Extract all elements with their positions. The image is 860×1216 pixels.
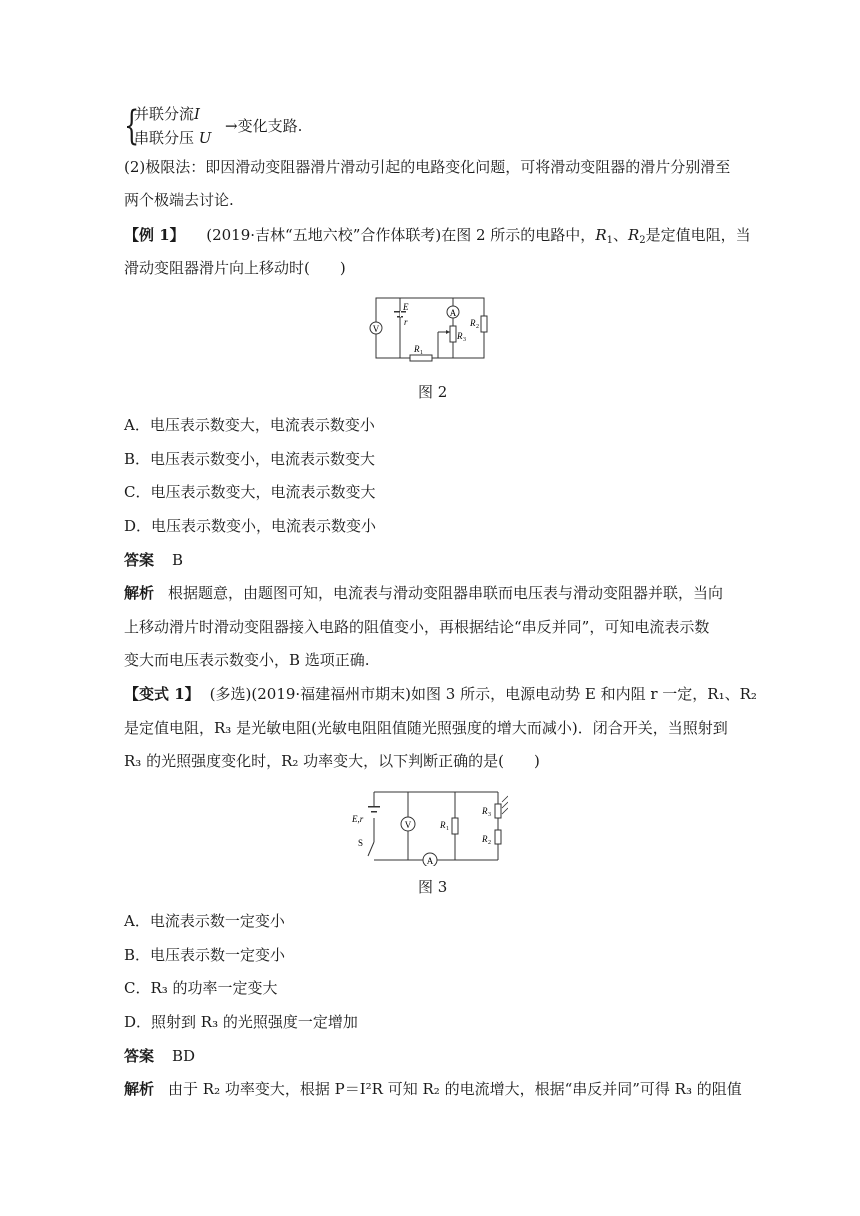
figure-3-caption: 图 3 [418, 878, 448, 896]
fig2-r1-label: R [414, 344, 420, 354]
fig2-r2-label: R [470, 318, 476, 328]
example1-option-d: D．电压表示数变小，电流表示数变小 [124, 517, 377, 535]
variant1-tag: 【变式 1】 [124, 685, 200, 703]
variant1-answer: 答案 BD [124, 1047, 196, 1065]
fig2-ammeter-label: A [449, 308, 457, 318]
variant1-stem-line-1: 【变式 1】 (多选)(2019·福建福州市期末)如图 3 所示，电源电动势 E 和内阻 r 一定，R₁、R₂ [124, 685, 757, 703]
method2-line-2: 两个极端去讨论. [124, 191, 234, 209]
fig3-switch-label: S [358, 838, 364, 848]
figure-2-caption: 图 2 [418, 383, 448, 401]
fig2-r1-sub: 1 [420, 350, 423, 356]
rule-line-1: 并联分流I [134, 105, 200, 123]
fig2-r-label: r [404, 317, 408, 327]
fig3-r3-sub: 3 [488, 812, 491, 818]
figure-3-circuit [348, 786, 508, 866]
rule-result: →变化支路. [225, 117, 303, 135]
variant1-stem-line-2: 是定值电阻，R₃ 是光敏电阻(光敏电阻阻值随光照强度的增大而减小)．闭合开关，当照射到 [124, 719, 728, 737]
variant1-option-a: A．电流表示数一定变小 [124, 912, 285, 930]
fig3-ammeter-label: A [426, 856, 434, 866]
fig2-r2-sub: 2 [476, 324, 479, 330]
rule-line-2: 串联分压 U [134, 129, 212, 147]
example1-analysis-line-2: 上移动滑片时滑动变阻器接入电路的阻值变小，再根据结论“串反并同”，可知电流表示数 [124, 618, 710, 636]
example1-option-a: A．电压表示数变大，电流表示数变小 [124, 416, 375, 434]
example1-tag: 【例 1】 [124, 226, 185, 244]
variant1-option-d: D．照射到 R₃ 的光照强度一定增加 [124, 1013, 358, 1031]
fig3-r3-label: R [482, 806, 488, 816]
fig3-r1-label: R [440, 820, 446, 830]
example1-analysis-line-1: 解析 根据题意，由题图可知，电流表与滑动变阻器串联而电压表与滑动变阻器并联，当向 [124, 584, 724, 602]
fig2-r3-sub: 3 [463, 337, 466, 343]
fig2-voltmeter-label: V [372, 324, 380, 334]
fig2-r3-label: R [457, 331, 463, 341]
method2-line-1: (2)极限法：即因滑动变阻器滑片滑动引起的电路变化问题，可将滑动变阻器的滑片分别滑至 [124, 158, 731, 176]
example1-analysis-line-3: 变大而电压表示数变小，B 选项正确. [124, 651, 370, 669]
example1-stem-line-2: 滑动变阻器滑片向上移动时( ) [124, 259, 346, 277]
fig3-voltmeter-label: V [404, 820, 412, 830]
example1-stem-line-1: 【例 1】 (2019·吉林“五地六校”合作体联考)在图 2 所示的电路中，$R_1$、$R_2$是定值电阻，当 [124, 226, 751, 246]
variant1-analysis-line-1: 解析 由于 R₂ 功率变大，根据 P＝I²R 可知 R₂ 的电流增大，根据“串反并同”可得 R₃ 的阻值 [124, 1080, 742, 1098]
fig3-er-label: E,r [352, 814, 364, 824]
variant1-stem-line-3: R₃ 的光照强度变化时，R₂ 功率变大，以下判断正确的是( ) [124, 752, 540, 770]
variant1-option-c: C．R₃ 的功率一定变大 [124, 979, 278, 997]
example1-option-b: B．电压表示数变小，电流表示数变大 [124, 450, 376, 468]
variant1-option-b: B．电压表示数一定变小 [124, 946, 286, 964]
example1-answer: 答案 B [124, 551, 184, 569]
brace: { [124, 103, 140, 149]
fig2-e-label: E [403, 302, 409, 312]
figure-2-circuit [360, 292, 490, 364]
fig3-r1-sub: 1 [446, 826, 449, 832]
fig3-r2-label: R [482, 834, 488, 844]
fig3-r2-sub: 2 [488, 840, 491, 846]
example1-option-c: C．电压表示数变大，电流表示数变大 [124, 483, 376, 501]
